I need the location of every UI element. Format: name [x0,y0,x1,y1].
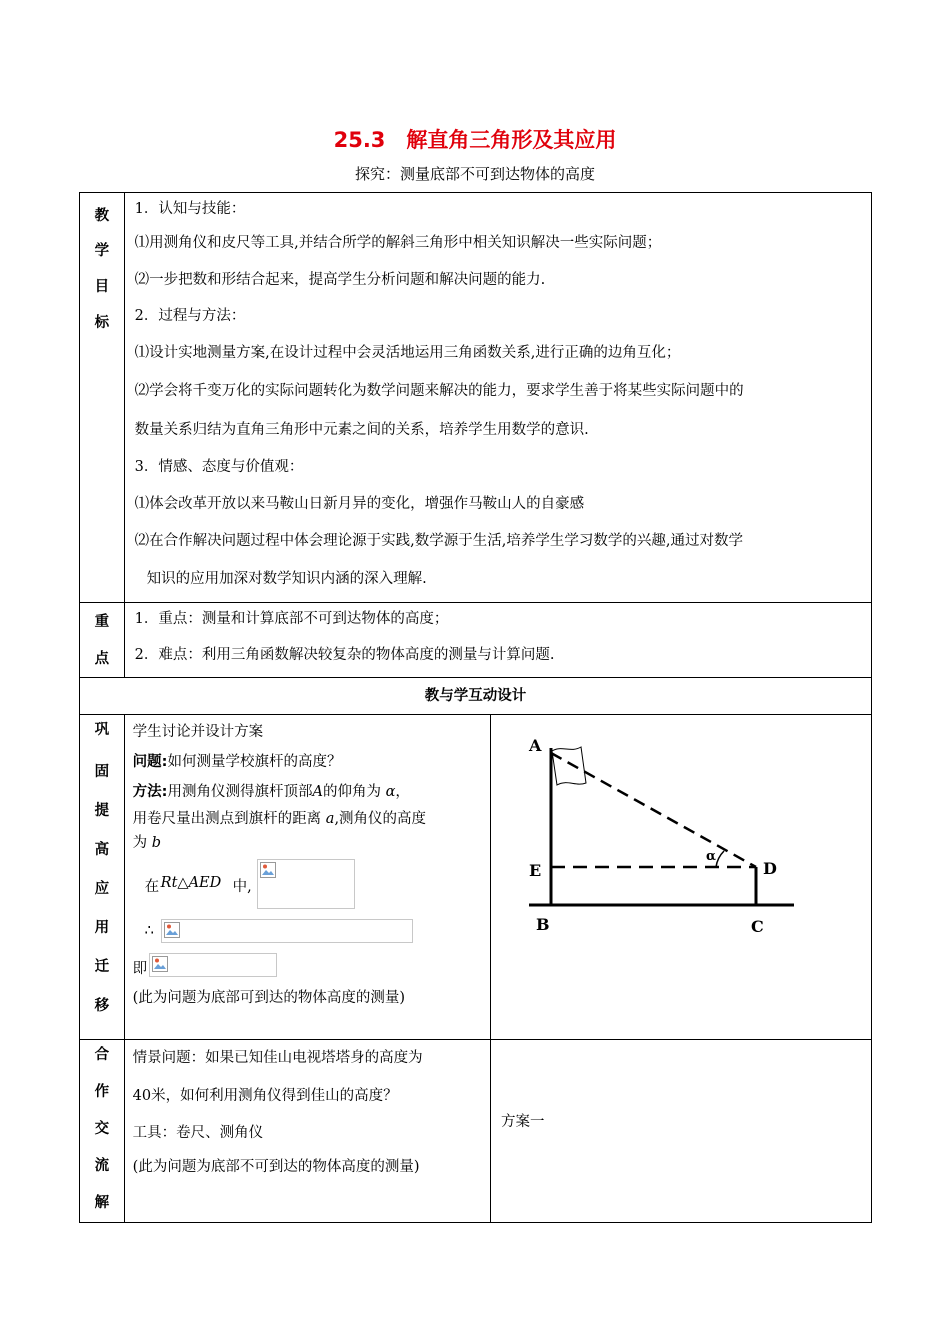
method-text: ， [395,784,410,800]
cooperate-line: 情景问题：如果已知佳山电视塔塔身的高度为 [132,1050,423,1066]
angle-arc [716,851,724,867]
objective-line: 1．认知与技能： [134,201,246,217]
side-char: 迁 [94,959,110,975]
page-title: 25.3 解直角三角形及其应用 [333,128,617,152]
side-char: 学 [94,243,110,259]
flag-shape [552,747,586,785]
objective-line: ⑴设计实地测量方案,在设计过程中会灵活地运用三角函数关系,进行正确的边角互化； [134,344,681,361]
method-line-3 [133,831,490,855]
method-line [133,777,490,807]
therefore-line [133,917,490,949]
side-char: 教 [94,208,110,224]
side-char: 提 [94,803,110,819]
angle-label-alpha: α [706,849,717,864]
point-label-c: C [751,917,764,936]
objective-line: 3．情感、态度与价值观： [134,459,304,475]
side-char: 应 [94,881,110,897]
broken-image-icon [260,862,276,878]
side-char: 高 [94,842,110,858]
objectives-side-label [80,193,125,603]
consolidate-note: (此为问题为底部可到达的物体高度的测量) [132,990,405,1006]
plan-one-label: 方案一 [501,1114,545,1130]
page-subtitle: 探究：测量底部不可到达物体的高度 [354,165,595,183]
formula-image-placeholder [257,859,355,909]
side-char: 重 [94,614,110,630]
section-band-title: 教与学互动设计 [80,678,872,715]
method-text: ,测角仪的高度 [334,811,427,827]
method-text: 用测角仪测得旗杆顶部 [167,784,313,800]
side-char: 流 [94,1158,110,1174]
point-label-b: B [536,915,550,934]
question-line [133,747,490,777]
keypoints-side-label [80,603,125,678]
consolidate-heading: 学生讨论并设计方案 [132,724,264,740]
side-char: 解 [94,1195,110,1211]
cooperate-line: 工具：卷尺、测角仪 [132,1125,264,1141]
method-var: b [151,835,162,851]
keypoints-row [80,603,872,678]
method-var: α [385,784,396,800]
in-prefix: 在 [144,879,160,895]
side-char: 点 [94,651,110,667]
consolidate-content [124,715,490,1040]
method-var: A [312,784,323,800]
method-text: 为 [132,835,152,851]
objective-line: 知识的应用加深对数学知识内涵的深入理解. [146,571,427,587]
objective-line: ⑴用测角仪和皮尺等工具,并结合所学的解斜三角形中相关知识解决一些实际问题； [134,235,662,251]
question-label: 问题: [132,754,168,770]
consolidate-side-label [80,715,125,1040]
side-char: 标 [94,315,110,331]
formula-image-placeholder [149,953,277,977]
ie-label: 即 [132,961,148,977]
method-line-2 [133,807,490,831]
side-char: 固 [94,764,110,780]
keypoints-content [124,603,871,678]
objective-line: ⑵学会将千变万化的实际问题转化为数学问题来解决的能力，要求学生善于将某些实际问题中的 [134,383,744,399]
broken-image-icon [152,956,168,972]
objective-line: ⑵在合作解决问题过程中体会理论源于实践,数学源于生活,培养学生学习数学的兴趣,通过对数学 [134,533,743,549]
cooperate-row [80,1040,872,1223]
consolidate-row [80,715,872,1040]
side-char: 移 [94,998,110,1014]
in-suffix: 中, [232,879,252,895]
side-char: 用 [94,920,110,936]
side-char: 作 [94,1084,110,1100]
flagpole-figure [491,715,871,1035]
cooperate-line: 40米，如何利用测角仪得到佳山的高度？ [132,1088,398,1104]
objectives-row [80,193,872,603]
method-text: 用卷尺量出测点到旗杆的距离 [132,811,326,827]
objective-line: 数量关系归结为直角三角形中元素之间的关系，培养学生用数学的意识. [134,422,589,438]
cooperate-content [124,1040,490,1223]
flagpole-figure-cell [491,715,872,1040]
sight-dashed-line [551,753,756,867]
objective-line: ⑵一步把数和形结合起来，提高学生分析问题和解决问题的能力. [134,271,546,288]
point-label-d: D [763,859,777,878]
method-label: 方法: [132,784,168,800]
side-char: 合 [94,1047,110,1063]
formula-image-placeholder [161,919,413,943]
keypoint-line: 1．重点：测量和计算底部不可到达物体的高度； [134,611,449,627]
cooperate-side-label [80,1040,125,1223]
point-label-e: E [529,861,542,880]
broken-image-icon [164,922,180,938]
method-var: a [325,811,335,827]
objective-line: ⑴体会改革开放以来马鞍山日新月异的变化，增强作马鞍山人的自豪感 [134,495,585,512]
objective-line: 2．过程与方法： [134,308,246,324]
therefore-symbol: ∴ [144,923,154,939]
keypoint-line: 2．难点：利用三角函数解决较复杂的物体高度的测量与计算问题. [134,647,555,663]
objectives-content [124,193,871,603]
method-text: 的仰角为 [322,784,386,800]
side-char: 交 [94,1121,110,1137]
cooperate-line: (此为问题为底部不可到达的物体高度的测量) [132,1159,420,1175]
cooperate-right-cell [491,1040,872,1223]
triangle-line [133,859,490,911]
question-text: 如何测量学校旗杆的高度？ [167,754,342,770]
triangle-name: Rt△AED [160,875,222,891]
point-label-a: A [529,736,542,755]
ie-line [133,949,490,983]
side-char: 目 [94,279,110,295]
lesson-table [79,192,872,1223]
side-char: 巩 [94,722,110,738]
band-row [80,678,872,715]
